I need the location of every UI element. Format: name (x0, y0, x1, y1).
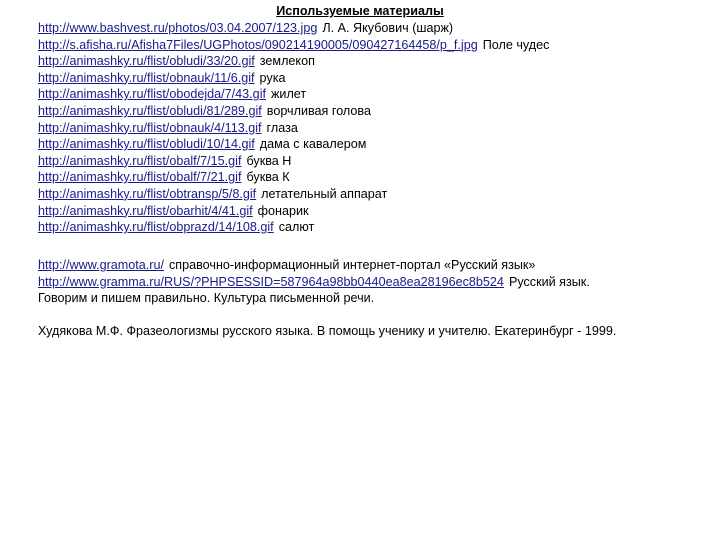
gramota-description: справочно-информационный интернет-портал «Русский язык» (169, 258, 536, 272)
reference-gramma (38, 274, 698, 307)
source-link[interactable]: http://s.afisha.ru/Afisha7Files/UGPhotos/090214190005/090427164458/p_f.jpg (38, 37, 478, 52)
list-item (38, 70, 698, 87)
source-description: Поле чудес (482, 37, 550, 52)
list-item (38, 20, 698, 37)
source-link[interactable]: http://animashky.ru/flist/obludi/81/289.gif (38, 103, 262, 118)
gramma-description-continued: Говорим и пишем правильно. Культура письменной речи. (38, 291, 375, 306)
source-description: буква К (246, 170, 290, 185)
source-link[interactable]: http://animashky.ru/flist/obludi/33/20.gif (38, 54, 255, 69)
sources-list (38, 20, 698, 236)
source-description: дама с кавалером (259, 137, 367, 152)
reference-line (38, 274, 698, 291)
list-item (38, 203, 698, 220)
source-description: землекоп (259, 54, 315, 69)
source-link[interactable]: http://animashky.ru/flist/obludi/10/14.gif (38, 137, 255, 152)
source-description: фонарик (257, 203, 309, 218)
source-link[interactable]: http://animashky.ru/flist/obprazd/14/108.gif (38, 220, 274, 235)
source-link[interactable]: http://animashky.ru/flist/obtransp/5/8.gif (38, 186, 257, 201)
source-description: ворчливая голова (266, 103, 371, 118)
source-description: жилет (271, 87, 307, 102)
gramota-link[interactable]: http://www.gramota.ru/ (38, 258, 164, 272)
source-link[interactable]: http://animashky.ru/flist/obodejda/7/43.gif (38, 87, 266, 102)
page-title: Используемые материалы (276, 4, 444, 18)
list-item (38, 219, 698, 236)
list-item (38, 136, 698, 153)
source-link[interactable]: http://animashky.ru/flist/obalf/7/15.gif (38, 153, 242, 168)
book-reference: Худякова М.Ф. Фразеологизмы русского языка. В помощь ученику и учителю. Екатеринбург - 1999. (38, 324, 617, 338)
reference-gramota (38, 257, 698, 274)
list-item (38, 169, 698, 186)
list-item (38, 186, 698, 203)
source-link[interactable]: http://animashky.ru/flist/obnauk/11/6.gif (38, 70, 255, 85)
list-item (38, 37, 698, 54)
references (38, 257, 698, 307)
source-description: глаза (266, 120, 298, 135)
list-item (38, 53, 698, 70)
reference-line (38, 257, 698, 274)
source-description: Л. А. Якубович (шарж) (322, 21, 454, 35)
list-item (38, 103, 698, 120)
list-item (38, 153, 698, 170)
source-description: салют (278, 220, 315, 235)
source-link[interactable]: http://animashky.ru/flist/obarhit/4/41.gif (38, 203, 253, 218)
gramma-link[interactable]: http://www.gramma.ru/RUS/?PHPSESSID=587964a98bb0440ea8ea28196ec8b524 (38, 274, 504, 289)
source-link[interactable]: http://www.bashvest.ru/photos/03.04.2007/123.jpg (38, 21, 318, 35)
source-description: рука (259, 70, 286, 85)
source-description: буква Н (246, 153, 292, 168)
source-link[interactable]: http://animashky.ru/flist/obalf/7/21.gif (38, 170, 242, 185)
gramma-description: Русский язык. (508, 274, 590, 289)
list-item (38, 120, 698, 137)
source-link[interactable]: http://animashky.ru/flist/obnauk/4/113.gif (38, 120, 262, 135)
source-description: летательный аппарат (261, 186, 388, 201)
list-item (38, 86, 698, 103)
